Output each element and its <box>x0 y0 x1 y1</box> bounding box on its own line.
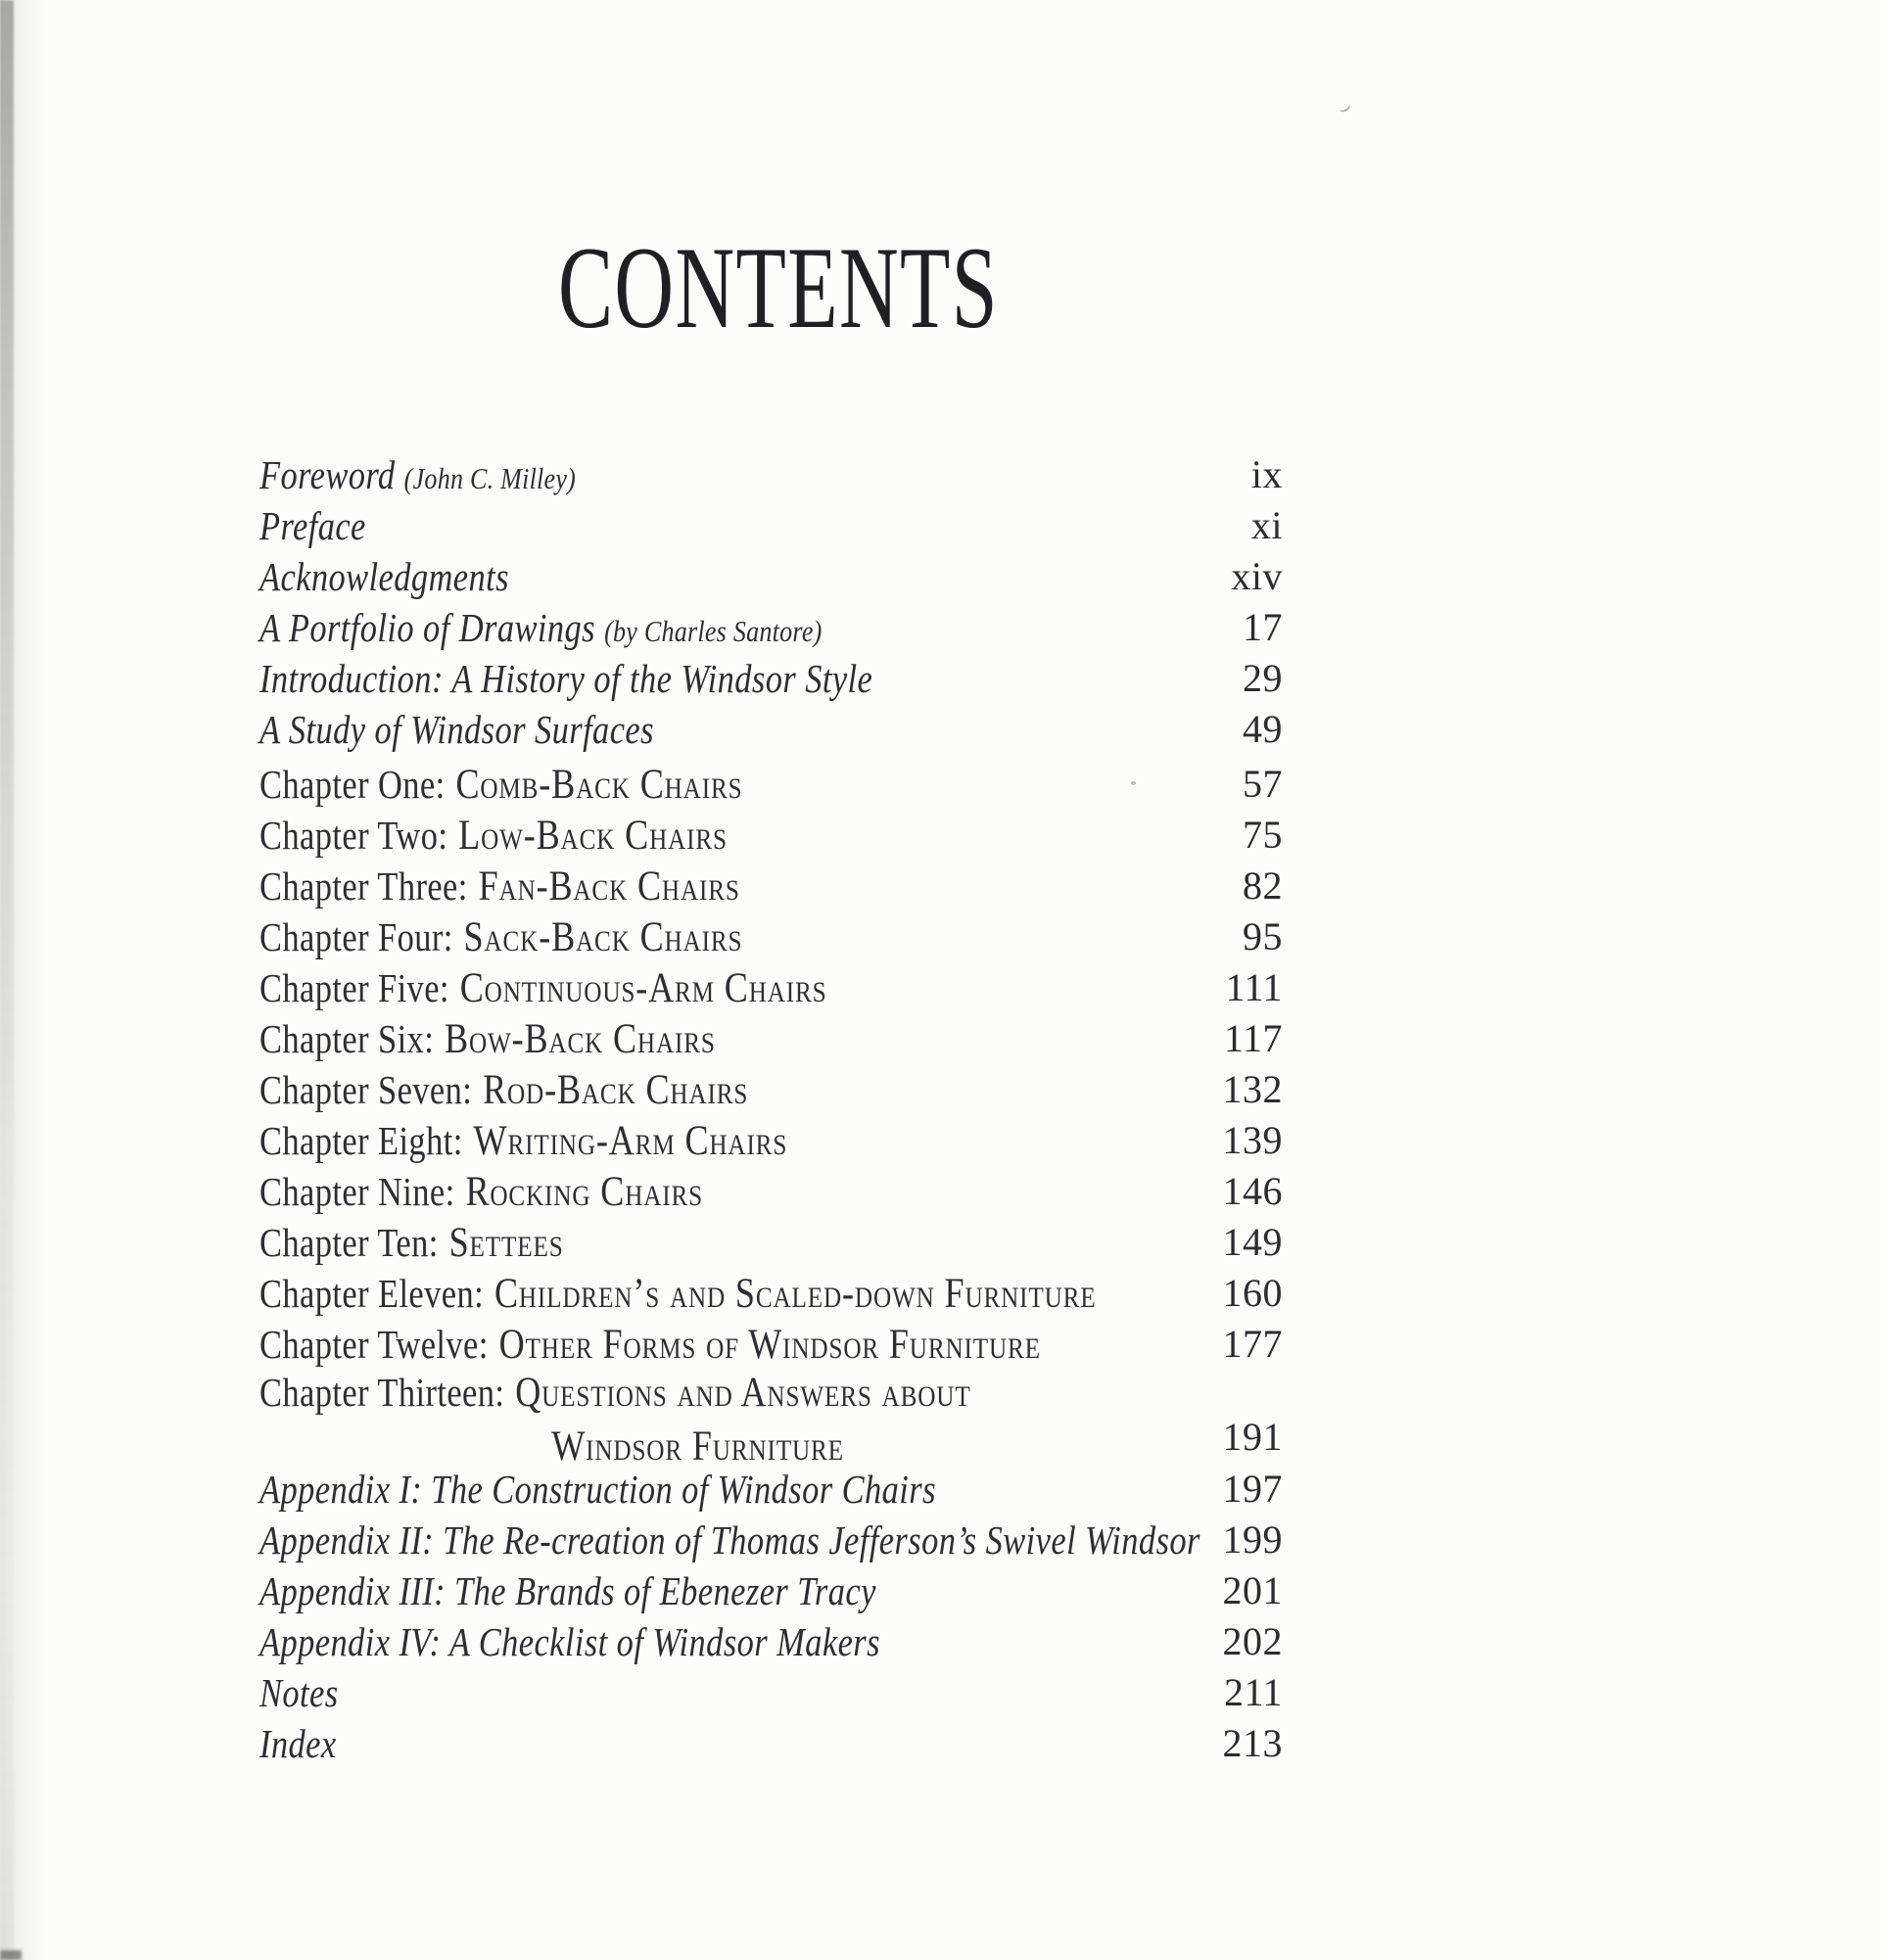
entry-chapter-title: Writing-Arm Chairs <box>473 1118 788 1164</box>
entry-chapter-title: Questions and Answers about <box>515 1370 971 1416</box>
toc-entry <box>259 962 1283 1013</box>
page-gutter-shadow <box>0 0 45 1960</box>
entry-chapter-title: Low-Back Chairs <box>458 813 728 859</box>
entry-chapter-title-line2: Windsor Furniture <box>551 1423 844 1470</box>
toc-entry <box>259 1718 1283 1769</box>
table-of-contents <box>259 449 1283 1769</box>
entry-page-number: 160 <box>1222 1271 1283 1315</box>
entry-label: Chapter Ten: <box>259 1220 439 1265</box>
toc-entry <box>259 653 1283 704</box>
page-title: CONTENTS <box>558 222 999 352</box>
entry-page-number: 201 <box>1222 1568 1283 1612</box>
toc-entry <box>259 1464 1283 1515</box>
entry-label: Chapter Eleven: <box>259 1271 485 1316</box>
toc-entry <box>259 861 1283 911</box>
entry-page-number: 82 <box>1243 863 1283 908</box>
entry-label: A Portfolio of Drawings <box>259 605 595 650</box>
toc-entry <box>259 1115 1283 1166</box>
entry-label: Chapter Two: <box>259 813 448 858</box>
entry-label: Chapter Eight: <box>259 1118 463 1163</box>
entry-page-number: 197 <box>1222 1467 1283 1511</box>
entry-page-number: 111 <box>1225 965 1283 1009</box>
entry-page-number: 199 <box>1222 1517 1283 1562</box>
toc-entry <box>259 1319 1283 1370</box>
scan-mark <box>1336 99 1352 115</box>
entry-label: Introduction: A History of the Windsor Style <box>259 656 873 701</box>
toc-entry <box>259 1515 1283 1565</box>
entry-label: Appendix II: The Re-creation of Thomas Jefferson’s Swivel Windsor <box>259 1517 1200 1563</box>
toc-entry <box>259 449 1283 500</box>
entry-page-number: xi <box>1250 503 1283 547</box>
toc-entry <box>259 911 1283 962</box>
toc-entry <box>259 1217 1283 1268</box>
entry-label: Acknowledgments <box>259 554 509 599</box>
entry-chapter-title: Children’s and Scaled-down Furniture <box>494 1271 1097 1317</box>
entry-page-number: 117 <box>1223 1016 1283 1060</box>
toc-entry <box>259 704 1283 755</box>
entry-page-number: 139 <box>1222 1118 1283 1162</box>
entry-label: Chapter Four: <box>259 914 453 959</box>
entry-chapter-title: Fan-Back Chairs <box>478 863 740 910</box>
entry-page-number: ix <box>1250 452 1283 496</box>
entry-label: Appendix III: The Brands of Ebenezer Tracy <box>259 1568 876 1613</box>
toc-entry <box>259 1166 1283 1217</box>
entry-line1 <box>259 1370 971 1416</box>
entry-label: Chapter Twelve: <box>259 1322 489 1367</box>
entry-page-number: 211 <box>1223 1670 1283 1714</box>
toc-entry <box>259 1064 1283 1115</box>
scan-smudge <box>0 1950 22 1960</box>
toc-entry <box>259 551 1283 602</box>
page-gutter-line <box>0 0 14 1960</box>
entry-label: Chapter Three: <box>259 863 468 909</box>
entry-chapter-title: Sack-Back Chairs <box>463 914 743 960</box>
entry-page-number: 29 <box>1243 656 1283 700</box>
toc-entry <box>259 1370 1283 1470</box>
entry-label: Appendix I: The Construction of Windsor Chairs <box>259 1467 936 1512</box>
entry-note: (by Charles Santore) <box>604 614 823 648</box>
toc-entry <box>259 1565 1283 1616</box>
entry-label: Notes <box>259 1670 339 1715</box>
toc-entry <box>259 500 1283 551</box>
toc-entry <box>259 1616 1283 1667</box>
entry-chapter-title: Comb-Back Chairs <box>455 762 743 808</box>
toc-entry <box>259 1667 1283 1718</box>
entry-page-number: xiv <box>1231 554 1283 598</box>
entry-page-number: 149 <box>1222 1220 1283 1264</box>
toc-entry <box>259 759 1283 810</box>
entry-page-number: 132 <box>1222 1067 1283 1111</box>
entry-page-number: 202 <box>1222 1619 1283 1663</box>
entry-label: Appendix IV: A Checklist of Windsor Makers <box>259 1619 880 1664</box>
entry-chapter-title: Continuous-Arm Chairs <box>459 965 827 1011</box>
entry-label: Chapter Nine: <box>259 1169 455 1214</box>
entry-page-number: 146 <box>1222 1169 1283 1213</box>
entry-note: (John C. Milley) <box>403 461 577 495</box>
entry-chapter-title: Other Forms of Windsor Furniture <box>498 1322 1041 1368</box>
entry-chapter-title: Settees <box>448 1220 564 1266</box>
toc-entry <box>259 1268 1283 1319</box>
entry-page-number: 49 <box>1243 707 1283 751</box>
entry-label: A Study of Windsor Surfaces <box>259 707 654 752</box>
entry-label: Chapter Six: <box>259 1016 435 1061</box>
entry-label: Preface <box>259 503 366 548</box>
entry-page-number: 95 <box>1243 914 1283 958</box>
entry-chapter-title: Bow-Back Chairs <box>445 1016 716 1062</box>
entry-page-number: 17 <box>1243 605 1283 649</box>
entry-label: Chapter Five: <box>259 965 449 1010</box>
entry-label: Chapter Thirteen: <box>259 1370 505 1415</box>
entry-label: Index <box>259 1721 337 1766</box>
entry-label: Chapter One: <box>259 762 446 807</box>
entry-page-number: 177 <box>1222 1322 1283 1366</box>
entry-chapter-title: Rod-Back Chairs <box>483 1067 749 1113</box>
entry-page-number: 75 <box>1243 813 1283 857</box>
entry-label: Foreword <box>259 452 396 497</box>
entry-chapter-title: Rocking Chairs <box>465 1169 704 1215</box>
entry-page-number: 213 <box>1222 1721 1283 1765</box>
toc-entry <box>259 810 1283 861</box>
entry-page-number: 57 <box>1243 762 1283 806</box>
toc-entry <box>259 602 1283 653</box>
entry-label: Chapter Seven: <box>259 1067 473 1112</box>
entry-page-number: 191 <box>1222 1415 1283 1459</box>
toc-entry <box>259 1013 1283 1064</box>
